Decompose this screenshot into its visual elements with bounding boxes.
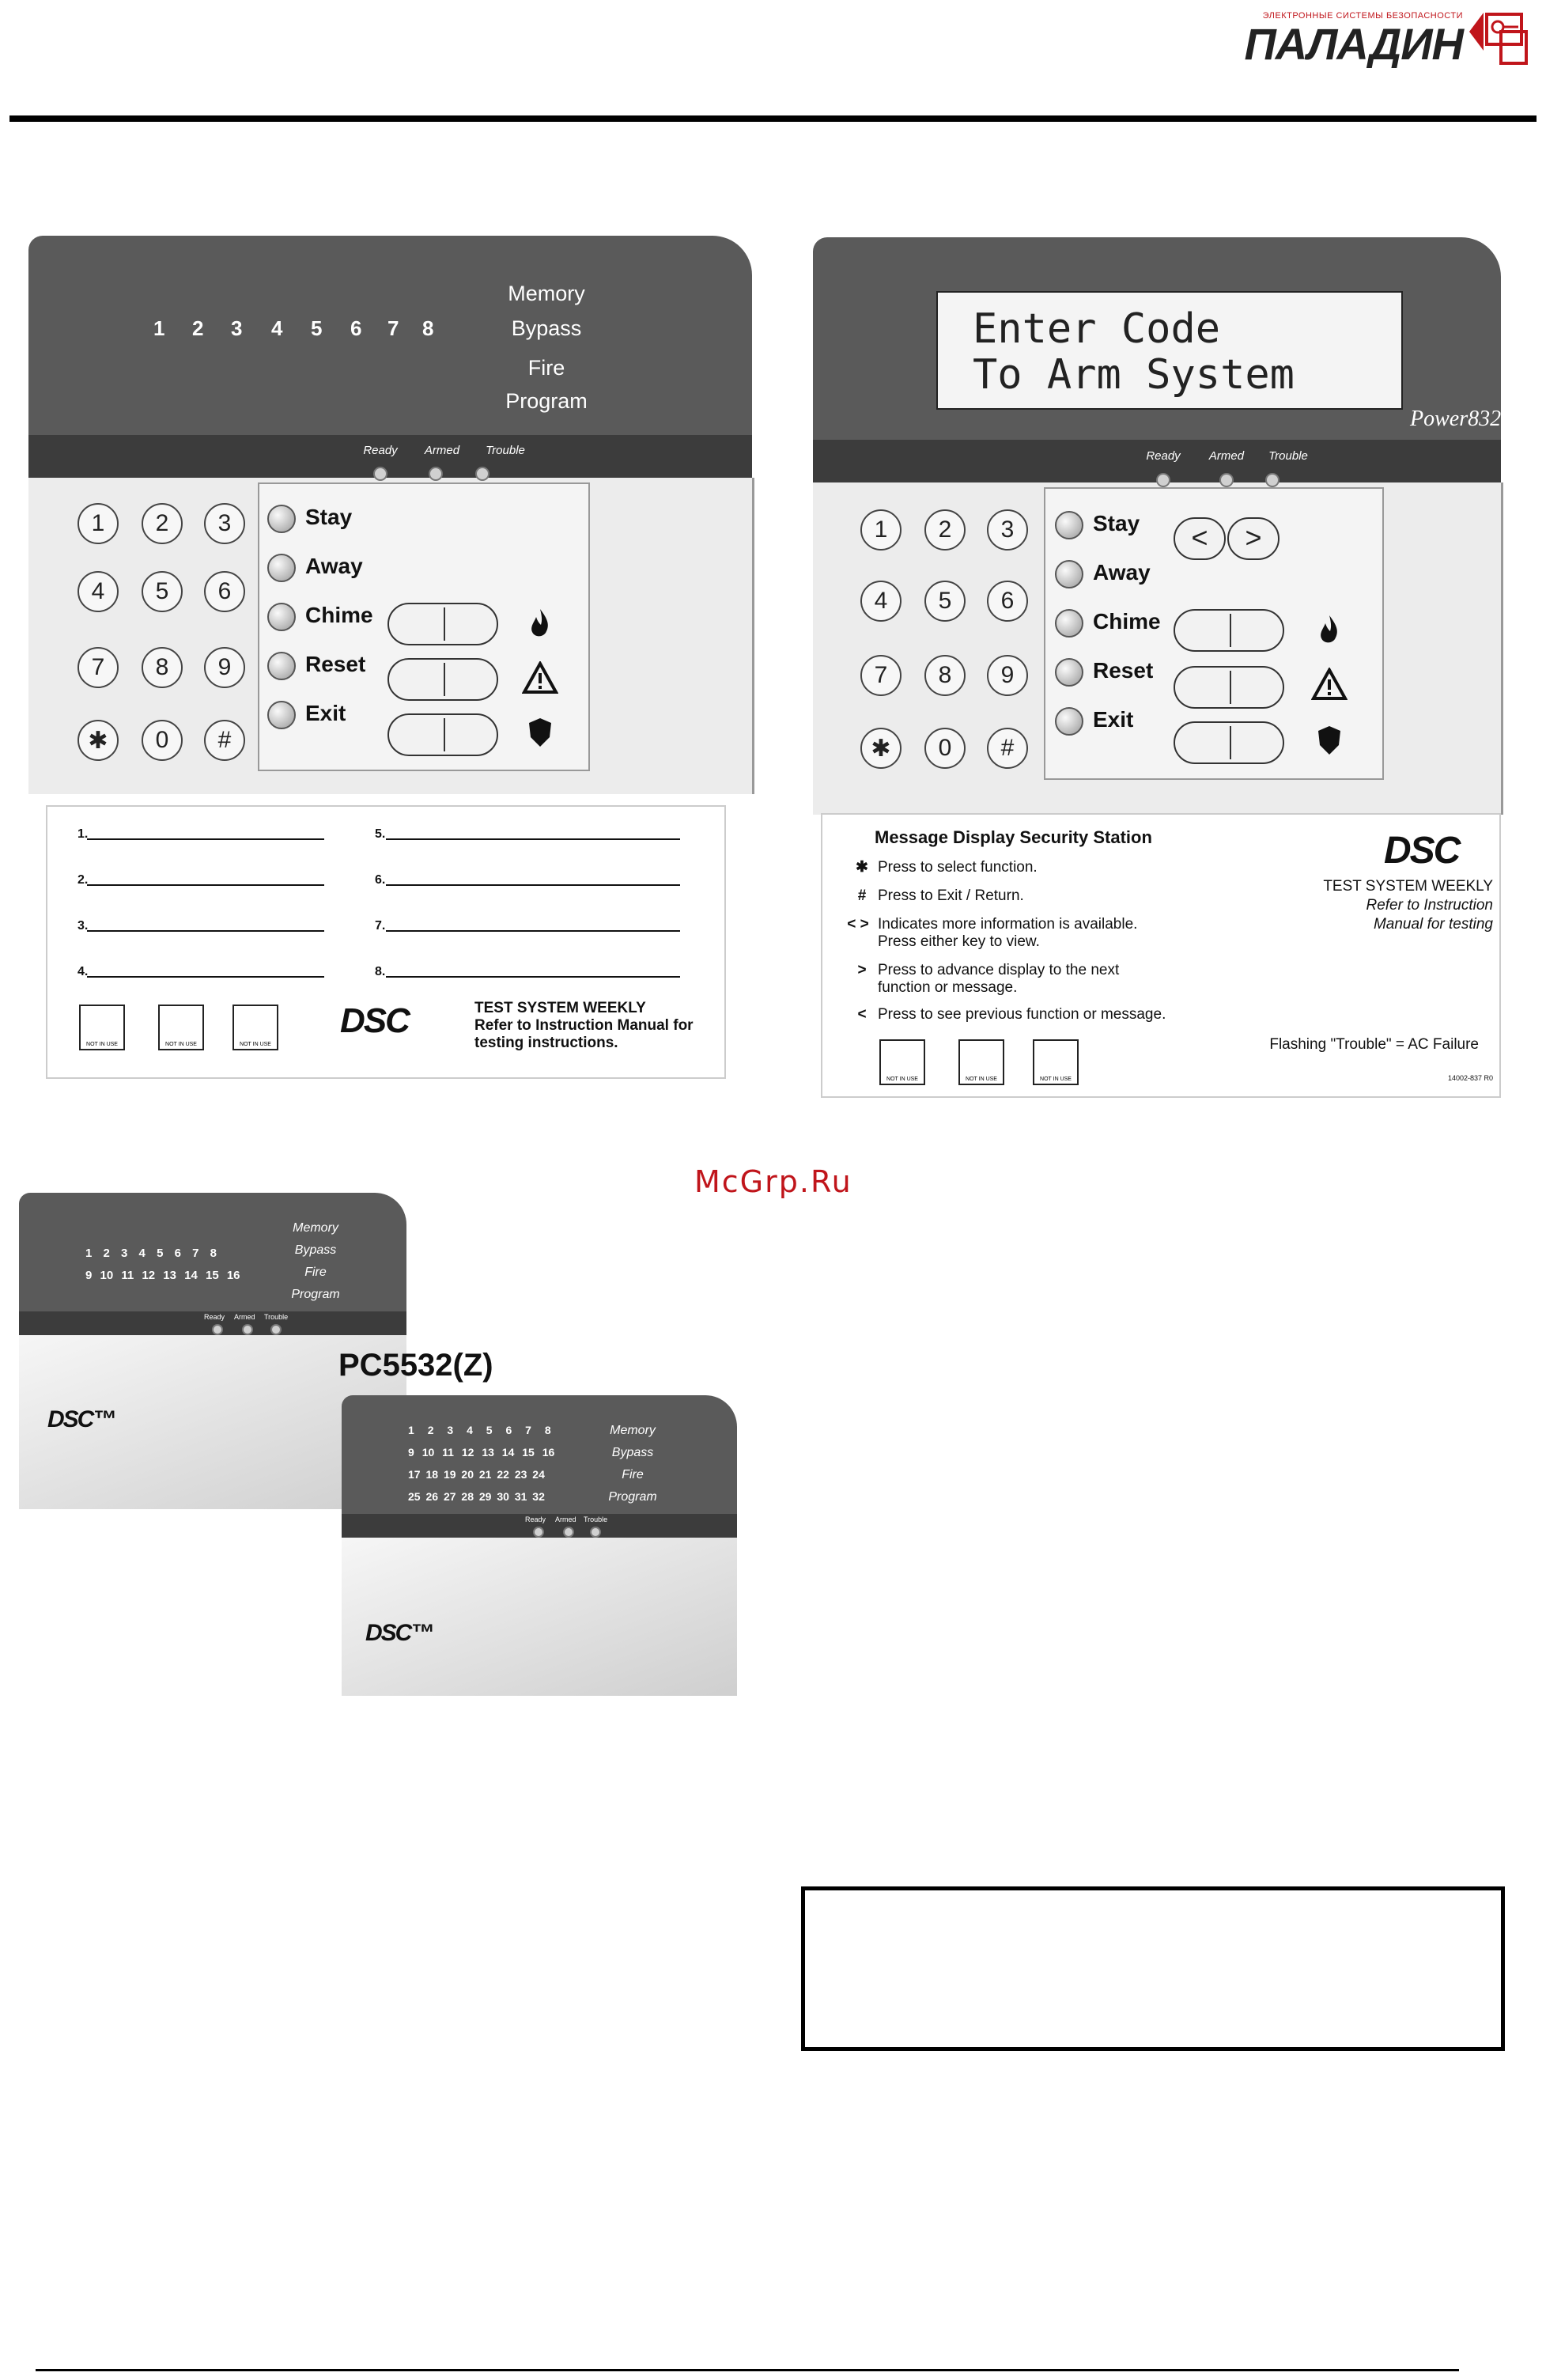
keypad-32-status-bypass: Bypass xyxy=(611,1446,654,1459)
lcd-test-title: TEST SYSTEM WEEKLY xyxy=(1323,878,1493,895)
lcd-led-label-ready: Ready xyxy=(1146,449,1181,463)
fire-icon xyxy=(527,607,554,639)
keypad-32-led-armed: Armed xyxy=(555,1515,576,1523)
zone-32-row-1: 1 2 3 4 5 6 7 8 xyxy=(408,1424,551,1436)
exit-label: Exit xyxy=(305,701,346,725)
lcd-away-label: Away xyxy=(1093,560,1151,585)
model-name: Power832 xyxy=(1410,407,1502,431)
lcd-exit-label: Exit xyxy=(1093,707,1134,732)
lcd-key-3[interactable]: 3 xyxy=(987,509,1028,551)
lcd-key-0[interactable]: 0 xyxy=(924,728,966,769)
lcd-exit-button[interactable] xyxy=(1055,707,1083,736)
lcd-reset-label: Reset xyxy=(1093,658,1154,683)
key-logo-icon xyxy=(1469,8,1533,71)
header-rule xyxy=(9,115,1537,122)
led-label-ready: Ready xyxy=(363,444,398,457)
lcd-test-text-1: Refer to Instruction xyxy=(1366,897,1493,914)
panic-not-in-use-icon: NOT IN USE xyxy=(232,1005,278,1050)
keypad-16-led-armed: Armed xyxy=(234,1313,255,1321)
watermark: McGrp.Ru xyxy=(694,1164,852,1199)
dsc-logo: DSC xyxy=(340,1001,409,1040)
lcd-led-trouble xyxy=(1265,473,1280,487)
away-button[interactable] xyxy=(267,554,296,582)
away-label: Away xyxy=(305,554,363,578)
footer-rule xyxy=(36,2369,1459,2371)
lcd-led-armed xyxy=(1219,473,1234,487)
line-6: 6. xyxy=(375,873,386,887)
info-sym-5: < xyxy=(857,1006,867,1023)
led-ready xyxy=(373,467,387,481)
reset-label: Reset xyxy=(305,652,366,676)
key-hash[interactable]: # xyxy=(204,720,245,761)
line-3: 3. xyxy=(77,919,89,933)
keypad-16-status-fire: Fire xyxy=(304,1266,327,1279)
line-2-blank xyxy=(87,884,324,886)
info-sym-2: # xyxy=(857,887,867,904)
chime-label: Chime xyxy=(305,603,373,627)
key-8[interactable]: 8 xyxy=(142,647,183,688)
keypad-32-led-2 xyxy=(563,1527,574,1538)
lcd-chime-label: Chime xyxy=(1093,609,1161,634)
line-1: 1. xyxy=(77,827,89,841)
keypad-16-led-ready: Ready xyxy=(204,1313,225,1321)
logo-subtitle: ЭЛЕКТРОННЫЕ СИСТЕМЫ БЕЗОПАСНОСТИ xyxy=(1262,11,1463,21)
status-fire: Fire xyxy=(527,356,565,380)
line-1-blank xyxy=(87,838,324,840)
zone-row-2: 9 10 11 12 13 14 15 16 xyxy=(85,1269,240,1282)
keypad-32-led-trouble: Trouble xyxy=(584,1515,608,1523)
key-7[interactable]: 7 xyxy=(77,647,119,688)
keypad-32-zone xyxy=(342,1395,745,1712)
zone-32-row-2: 9 10 11 12 13 14 15 16 xyxy=(408,1446,555,1459)
key-6[interactable]: 6 xyxy=(204,571,245,612)
line-5-blank xyxy=(386,838,680,840)
line-5: 5. xyxy=(375,827,386,841)
zone-row-1: 1 2 3 4 5 6 7 8 xyxy=(85,1247,217,1260)
lcd-auxiliary-emergency-button[interactable] xyxy=(1174,666,1284,709)
keypad-16-status-bypass: Bypass xyxy=(294,1243,337,1257)
lcd-key-8[interactable]: 8 xyxy=(924,655,966,696)
info-text-3: Indicates more information is available. Press either key to view. xyxy=(878,916,1138,950)
info-sym-1: ✱ xyxy=(856,859,868,876)
scroll-right-button[interactable]: > xyxy=(1227,517,1280,560)
info-text-4: Press to advance display to the next function or message. xyxy=(878,962,1120,996)
lcd-fire-emergency-button[interactable] xyxy=(1174,609,1284,652)
zone-2: 2 xyxy=(192,316,204,340)
auxiliary-emergency-button[interactable] xyxy=(387,658,498,701)
keypad-16-dsc-logo: DSC™ xyxy=(47,1406,115,1432)
fire-emergency-button[interactable] xyxy=(387,603,498,645)
empty-frame xyxy=(801,1886,1505,2051)
status-program: Program xyxy=(505,389,588,413)
keypad-32-led-3 xyxy=(590,1527,601,1538)
keypad-16-status-memory: Memory xyxy=(293,1221,338,1235)
company-logo xyxy=(1202,8,1534,71)
lcd-key-5[interactable]: 5 xyxy=(924,581,966,622)
key-3[interactable]: 3 xyxy=(204,503,245,544)
keypad-16-led-3 xyxy=(270,1324,282,1335)
line-7: 7. xyxy=(375,919,386,933)
lcd-key-2[interactable]: 2 xyxy=(924,509,966,551)
aux-not-in-use-icon: NOT IN USE xyxy=(158,1005,204,1050)
lcd-aux-not-in-use-icon: NOT IN USE xyxy=(958,1039,1004,1085)
lcd-warning-icon xyxy=(1311,668,1348,701)
lcd-key-4[interactable]: 4 xyxy=(860,581,902,622)
zone-6: 6 xyxy=(350,316,362,340)
police-shield-icon xyxy=(527,717,554,748)
lcd-key-6[interactable]: 6 xyxy=(987,581,1028,622)
lcd-test-text-2: Manual for testing xyxy=(1373,916,1493,933)
keypad-16-led-trouble: Trouble xyxy=(264,1313,289,1321)
lcd-key-9[interactable]: 9 xyxy=(987,655,1028,696)
keypad-32-body xyxy=(342,1538,737,1696)
lcd-away-button[interactable] xyxy=(1055,560,1083,588)
line-8-blank xyxy=(386,976,680,978)
line-4: 4. xyxy=(77,965,89,978)
lcd-police-shield-icon xyxy=(1316,725,1343,756)
lcd-stay-button[interactable] xyxy=(1055,511,1083,539)
keypad-32-status-memory: Memory xyxy=(610,1424,656,1437)
keypad-32-status-fire: Fire xyxy=(622,1468,644,1481)
lcd-fire-icon xyxy=(1316,614,1343,645)
lcd-led-label-armed: Armed xyxy=(1208,449,1245,463)
line-7-blank xyxy=(386,930,680,932)
lcd-chime-button[interactable] xyxy=(1055,609,1083,638)
lcd-panic-emergency-button[interactable] xyxy=(1174,721,1284,764)
lcd-screen xyxy=(936,291,1403,410)
panic-emergency-button[interactable] xyxy=(387,713,498,756)
info-sym-4: > xyxy=(857,962,867,978)
fire-not-in-use-icon: NOT IN USE xyxy=(79,1005,125,1050)
exit-button[interactable] xyxy=(267,701,296,729)
lcd-key-1[interactable]: 1 xyxy=(860,509,902,551)
zone-32-row-4: 25 26 27 28 29 30 31 32 xyxy=(408,1490,545,1503)
keypad-32-dsc-logo: DSC™ xyxy=(365,1620,433,1646)
zone-1: 1 xyxy=(153,316,165,340)
info-text-2: Press to Exit / Return. xyxy=(878,887,1024,904)
lcd-led-label-trouble: Trouble xyxy=(1268,449,1308,463)
key-1[interactable]: 1 xyxy=(77,503,119,544)
warning-icon xyxy=(522,661,558,694)
zone-3: 3 xyxy=(231,316,243,340)
test-text: Refer to Instruction Manual for testing instructions. xyxy=(474,1017,694,1051)
lcd-dsc-logo: DSC xyxy=(1384,830,1460,872)
status-memory: Memory xyxy=(508,282,585,305)
keypad-32-led-1 xyxy=(533,1527,544,1538)
line-4-blank xyxy=(87,976,324,978)
scroll-left-button[interactable]: < xyxy=(1174,517,1226,560)
info-sym-3: < > xyxy=(847,916,869,933)
stay-label: Stay xyxy=(305,505,353,529)
key-9[interactable]: 9 xyxy=(204,647,245,688)
lcd-panic-not-in-use-icon: NOT IN USE xyxy=(1033,1039,1079,1085)
led-keypad xyxy=(28,228,756,1090)
lcd-fire-not-in-use-icon: NOT IN USE xyxy=(879,1039,925,1085)
line-8: 8. xyxy=(375,965,386,978)
led-armed xyxy=(429,467,443,481)
key-star[interactable]: ✱ xyxy=(77,720,119,761)
zone-4: 4 xyxy=(271,316,283,340)
zone-7: 7 xyxy=(387,316,399,340)
key-0[interactable]: 0 xyxy=(142,720,183,761)
stay-button[interactable] xyxy=(267,505,296,533)
keypad-16-led-1 xyxy=(212,1324,223,1335)
lcd-line-1: Enter Code xyxy=(973,305,1221,353)
key-2[interactable]: 2 xyxy=(142,503,183,544)
line-3-blank xyxy=(87,930,324,932)
keypad-32-led-ready: Ready xyxy=(525,1515,546,1523)
info-text-5: Press to see previous function or message. xyxy=(878,1006,1166,1023)
keypad-32-status-program: Program xyxy=(608,1490,657,1504)
info-text-1: Press to select function. xyxy=(878,859,1038,876)
led-label-armed: Armed xyxy=(424,444,460,457)
info-title: Message Display Security Station xyxy=(875,827,1152,847)
reset-button[interactable] xyxy=(267,652,296,680)
key-5[interactable]: 5 xyxy=(142,571,183,612)
lcd-keypad xyxy=(813,228,1525,1106)
lcd-led-ready xyxy=(1156,473,1170,487)
test-title: TEST SYSTEM WEEKLY xyxy=(474,1000,646,1016)
line-6-blank xyxy=(386,884,680,886)
model-label: PC5532(Z) xyxy=(338,1348,493,1383)
logo-name: ПАЛАДИН xyxy=(1244,19,1463,69)
zone-5: 5 xyxy=(311,316,323,340)
lcd-key-star[interactable]: ✱ xyxy=(860,728,902,769)
keypad-16-status-program: Program xyxy=(291,1288,340,1301)
led-label-trouble: Trouble xyxy=(486,444,525,457)
led-trouble xyxy=(475,467,490,481)
lcd-line-2: To Arm System xyxy=(973,351,1295,399)
zone-32-row-3: 17 18 19 20 21 22 23 24 xyxy=(408,1468,545,1481)
lcd-key-7[interactable]: 7 xyxy=(860,655,902,696)
lcd-reset-button[interactable] xyxy=(1055,658,1083,687)
line-2: 2. xyxy=(77,873,89,887)
status-bypass: Bypass xyxy=(511,316,582,340)
part-number: 14002-837 R0 xyxy=(1447,1074,1493,1082)
keypad-16-led-2 xyxy=(242,1324,253,1335)
lcd-key-hash[interactable]: # xyxy=(987,728,1028,769)
chime-button[interactable] xyxy=(267,603,296,631)
key-4[interactable]: 4 xyxy=(77,571,119,612)
zone-8: 8 xyxy=(422,316,434,340)
trouble-note: Flashing "Trouble" = AC Failure xyxy=(1269,1036,1479,1053)
lcd-stay-label: Stay xyxy=(1093,511,1140,535)
